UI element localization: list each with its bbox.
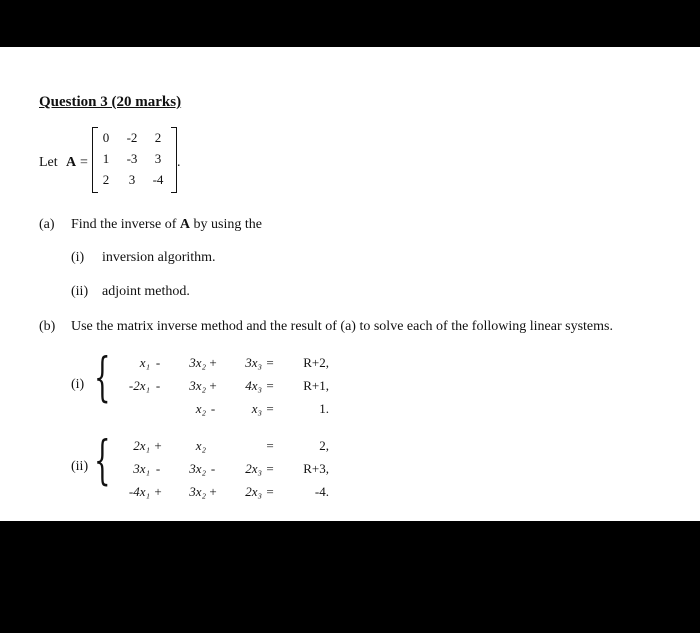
system-1-term: x₃ [251,401,262,416]
system-1-term: + [209,355,217,370]
system-2-term: - [155,461,161,476]
part-a-text: Find the inverse of A by using the [71,217,262,232]
part-a-item-text: adjoint method. [102,284,190,299]
system-2-term: -4x₁ [128,484,150,499]
matrix-cell: -2 [126,130,138,145]
question-title: Question 3 (20 marks) [39,94,182,110]
system-1-term: = [266,355,274,370]
system-1-term: -2x₁ [128,378,150,393]
matrix-cell: -4 [152,172,164,187]
matrix-cell: 2 [102,172,110,187]
system-1-term: 4x₃ [245,378,262,393]
system-1-term: - [155,378,161,393]
system-1-term: x₁ [139,355,150,370]
system-2-term: 3x₁ [133,461,150,476]
system-2-term: 2x₃ [245,484,262,499]
let-label: Let [39,155,58,170]
system-1-term: 3x₃ [245,355,262,370]
system-1-term: R+1, [303,378,329,393]
matrix-period: . [177,155,181,170]
matrix-cell: 3 [154,151,162,166]
system-2-term: -4. [314,484,329,499]
system-1-term: 3x₂ [189,355,206,370]
part-a-item-label: (i) [71,250,85,265]
system-1-term: - [155,355,161,370]
question-page [0,47,700,521]
system-2-term: + [154,484,162,499]
system-2-term: 3x₂ [189,461,206,476]
system-1-brace: { [94,348,111,408]
part-b-text: Use the matrix inverse method and the result of (a) to solve each of the following linear systems. [71,319,613,334]
system-1-term: 1. [319,401,329,416]
part-b-label: (b) [39,319,56,334]
system-1-term: - [210,401,216,416]
system-2-term: 3x₂ [189,484,206,499]
system-2-term: - [210,461,216,476]
system-1-term: = [266,378,274,393]
part-a-item-text: inversion algorithm. [102,250,216,265]
system-2-term: + [209,484,217,499]
system-2-term: = [266,484,274,499]
matrix-name: A [66,155,77,170]
system-2-term: x₂ [195,438,206,453]
system-2-term: = [266,438,274,453]
system-1-term: = [266,401,274,416]
system-1-label: (i) [71,377,85,392]
part-a-label: (a) [39,217,55,232]
system-2-term: R+3, [303,461,329,476]
system-1-term: R+2, [303,355,329,370]
system-1-term: + [209,378,217,393]
matrix-cell: 0 [102,130,110,145]
system-2-label: (ii) [71,459,89,474]
system-2-brace: { [94,431,111,491]
system-2-term: = [266,461,274,476]
system-2-term: 2x₁ [133,438,150,453]
matrix-cell: 2 [154,130,162,145]
system-1-term: 3x₂ [189,378,206,393]
matrix-cell: -3 [126,151,138,166]
part-a-item-label: (ii) [71,284,89,299]
system-2-term: 2x₃ [245,461,262,476]
system-2-term: + [154,438,162,453]
matrix-cell: 3 [128,172,136,187]
system-2-term: 2, [319,438,329,453]
system-1-term: x₂ [195,401,206,416]
matrix-equals: = [80,155,88,170]
matrix-cell: 1 [102,151,110,166]
